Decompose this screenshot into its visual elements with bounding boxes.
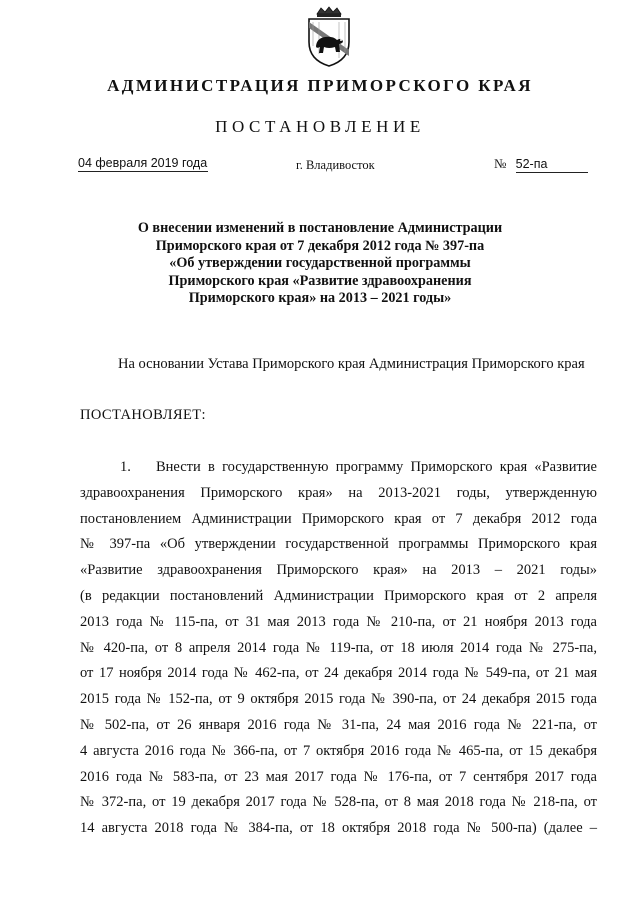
- document-title: [100, 220, 540, 308]
- paragraph-line: от 17 ноября 2014 года № 462-па, от 24 декабря 2014 года № 549-па, от 21 мая: [80, 665, 597, 682]
- document-number-field: [494, 156, 588, 173]
- paragraph-line-text: Внести в государственную программу Приморского края «Развитие: [156, 459, 597, 475]
- document-type: ПОСТАНОВЛЕНИЕ: [215, 117, 425, 136]
- paragraph-line: № 502-па, от 26 января 2016 года № 31-па, 24 мая 2016 года № 221-па, от: [80, 716, 597, 733]
- paragraph-line: 2015 года № 152-па, от 9 октября 2015 года № 390-па, от 24 декабря 2015 года: [80, 691, 597, 708]
- title-line: Приморского края «Развитие здравоохранения: [168, 272, 472, 289]
- coat-of-arms-icon: [303, 6, 355, 68]
- paragraph-line: 14 августа 2018 года № 384-па, от 18 октября 2018 года № 500-па) (далее –: [80, 820, 597, 837]
- paragraph-line: 4 августа 2016 года № 366-па, от 7 октября 2016 года № 465-па, от 15 декабря: [80, 742, 597, 759]
- paragraph-line: здравоохранения Приморского края» на 2013-2021 годы, утвержденную: [80, 484, 597, 501]
- paragraph-line: № 372-па, от 19 декабря 2017 года № 528-па, от 8 мая 2018 года № 218-па, от: [80, 794, 597, 811]
- title-line: «Об утверждении государственной программы: [169, 255, 471, 271]
- document-number: 52-па: [516, 157, 588, 173]
- paragraph-line: № 397-па «Об утверждении государственной программы Приморского края: [80, 536, 597, 553]
- decree-heading: ПОСТАНОВЛЯЕТ:: [80, 407, 206, 423]
- paragraph-line: «Развитие здравоохранения Приморского края» на 2013 – 2021 годы»: [80, 562, 597, 579]
- document-city: г. Владивосток: [296, 158, 375, 172]
- number-sign: №: [494, 156, 507, 171]
- title-line: О внесении изменений в постановление Администрации: [137, 220, 503, 236]
- title-line: Приморского края» на 2013 – 2021 годы»: [188, 290, 452, 306]
- document-meta-row: [0, 156, 640, 178]
- paragraph-line: (в редакции постановлений Администрации Приморского края от 2 апреля: [80, 587, 597, 604]
- paragraph-line: 2013 года № 115-па, от 31 мая 2013 года № 210-па, от 21 ноября 2013 года: [80, 613, 597, 630]
- paragraph-number: 1.: [120, 459, 131, 475]
- title-line: Приморского края от 7 декабря 2012 года № 397-па: [155, 237, 485, 254]
- issuing-authority: АДМИНИСТРАЦИЯ ПРИМОРСКОГО КРАЯ: [107, 76, 533, 95]
- paragraph-line: постановлением Администрации Приморского края от 7 декабря 2012 года: [80, 510, 597, 527]
- paragraph-1: [80, 455, 597, 842]
- legal-basis: На основании Устава Приморского края Администрация Приморского края: [118, 356, 585, 372]
- paragraph-line: № 420-па, от 8 апреля 2014 года № 119-па, от 18 июля 2014 года № 275-па,: [80, 639, 597, 656]
- paragraph-line: 2016 года № 583-па, от 23 мая 2017 года № 176-па, от 7 сентября 2017 года: [80, 768, 597, 785]
- paragraph-line: [80, 455, 597, 481]
- document-date: 04 февраля 2019 года: [78, 156, 208, 170]
